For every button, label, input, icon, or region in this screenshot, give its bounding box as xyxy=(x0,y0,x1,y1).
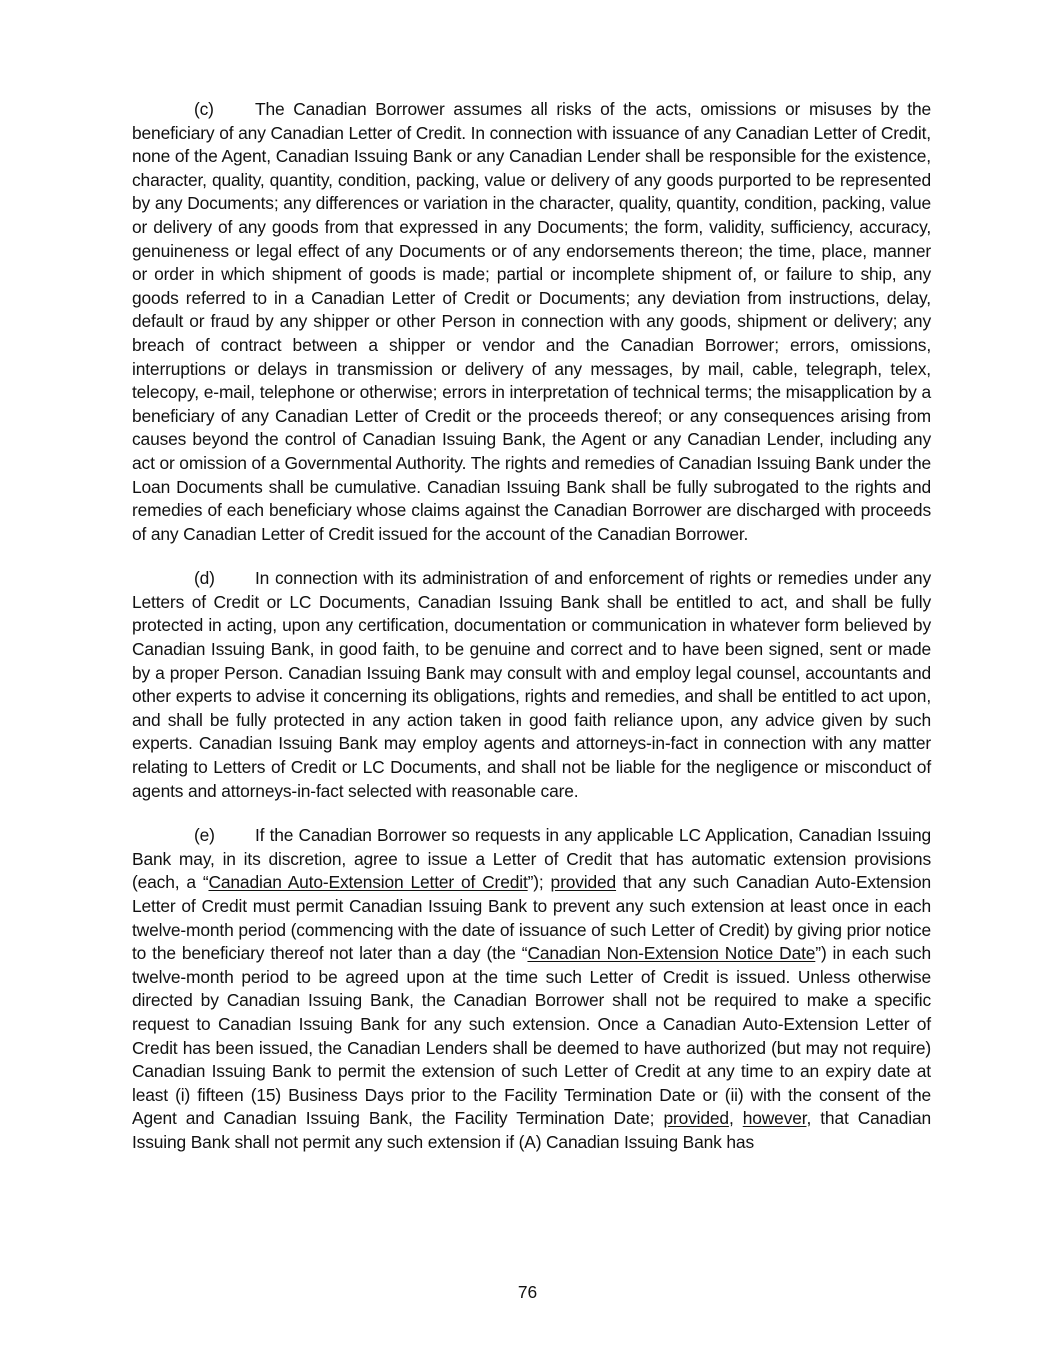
paragraph-text: ”) in each such twelve-month period to be agreed upon at the time such Letter of Credit is issued. Unless otherwise directed by Canadian Issuing Bank, the Canadian Borrower shall not be required to make a specific request to Canadian Issuing Bank for any such extension. Once a Canadian Auto-Extension Letter of Credit has been issued, the Canadian Lenders shall be deemed to have authorized (but may not require) Canadian Issuing Bank to permit the extension of such Letter of Credit at any time to an expiry date at least (i) fifteen (15) Business Days prior to the Facility Termination Date or (ii) with the consent of the Agent and Canadian Issuing Bank, the Facility Termination Date; xyxy=(132,943,931,1129)
proviso-term: however xyxy=(742,1108,807,1129)
defined-term: Canadian Non-Extension Notice Date xyxy=(527,943,816,964)
paragraph-e xyxy=(132,824,931,1154)
paragraph-label: (e) xyxy=(194,825,215,846)
paragraph-text: In connection with its administration of and enforcement of rights or remedies under any Letters of Credit or LC Documents, Canadian Issuing Bank shall be entitled to act, and shall be fully protected in acting, upon any certification, documentation or communication in whatever form believed by Canadian Issuing Bank, in good faith, to be genuine and correct and to have been signed, sent or made by a proper Person. Canadian Issuing Bank may consult with and employ legal counsel, accountants and other experts to advise it concerning its obligations, rights and remedies, and shall be entitled to act upon, and shall be fully protected in any action taken in good faith reliance upon, any advice given by such experts. Canadian Issuing Bank may employ agents and attorneys-in-fact in connection with any matter relating to Letters of Credit or LC Documents, and shall not be liable for the negligence or misconduct of agents and attorneys-in-fact selected with reasonable care. xyxy=(132,568,931,801)
paragraph-label: (c) xyxy=(194,99,214,119)
paragraph-text: , that Canadian Issuing Bank shall not permit any such extension if (A) Canadian Issuing Bank has xyxy=(132,1108,931,1152)
defined-term: Canadian Auto-Extension Letter of Credit xyxy=(208,872,528,893)
paragraph-text: ”); xyxy=(527,872,551,893)
paragraph-text: that any such Canadian Auto-Extension Letter of Credit must permit Canadian Issuing Bank to prevent any such extension at least once in each twelve-month period (commencing with the date of issuance of such Letter of Credit) by giving prior notice to the beneficiary thereof not later than a day (the “ xyxy=(132,872,932,964)
page-number: 76 xyxy=(517,1282,538,1302)
paragraph-text: , xyxy=(728,1108,743,1129)
paragraph-label: (d) xyxy=(194,568,215,589)
paragraph-c xyxy=(132,98,931,546)
paragraph-text: If the Canadian Borrower so requests in any applicable LC Application, Canadian Issuing Bank may, in its discretion, agree to issue a Letter of Credit that has automatic extension provisions (each, a “ xyxy=(132,825,931,893)
paragraph-text: The Canadian Borrower assumes all risks of the acts, omissions or misuses by the beneficiary of any Canadian Letter of Credit. In connection with issuance of any Canadian Letter of Credit, none of the Agent, Canadian Issuing Bank or any Canadian Lender shall be responsible for the existence, character, quality, quantity, condition, packing, value or delivery of any goods purported to be represented by any Documents; any differences or variation in the character, quality, quantity, condition, packing, value or delivery of any goods from that expressed in any Documents; the form, validity, sufficiency, accuracy, genuineness or legal effect of any Documents or of any endorsements thereon; the time, place, manner or order in which shipment of goods is made; partial or incomplete shipment of, or failure to ship, any goods referred to in a Canadian Letter of Credit or Documents; any deviation from instructions, delay, default or fraud by any shipper or other Person in connection with any goods, shipment or delivery; any breach of contract between a shipper or vendor and the Canadian Borrower; errors, omissions, interruptions or delays in transmission or delivery of any messages, by mail, cable, telegraph, telex, telecopy, e-mail, telephone or otherwise; errors in interpretation of technical terms; the misapplication by a beneficiary of any Canadian Letter of Credit or the proceeds thereof; or any consequences arising from causes beyond the control of Canadian Issuing Bank, the Agent or any Canadian Lender, including any act or omission of a Governmental Authority. The rights and remedies of Canadian Issuing Bank under the Loan Documents shall be cumulative. Canadian Issuing Bank shall be fully subrogated to the rights and remedies of each beneficiary whose claims against the Canadian Borrower are discharged with proceeds of any Canadian Letter of Credit issued for the account of the Canadian Borrower. xyxy=(132,99,931,544)
proviso-term: provided xyxy=(663,1108,729,1129)
proviso-term: provided xyxy=(550,872,617,893)
paragraph-d xyxy=(132,567,931,803)
document-page xyxy=(132,98,931,1176)
